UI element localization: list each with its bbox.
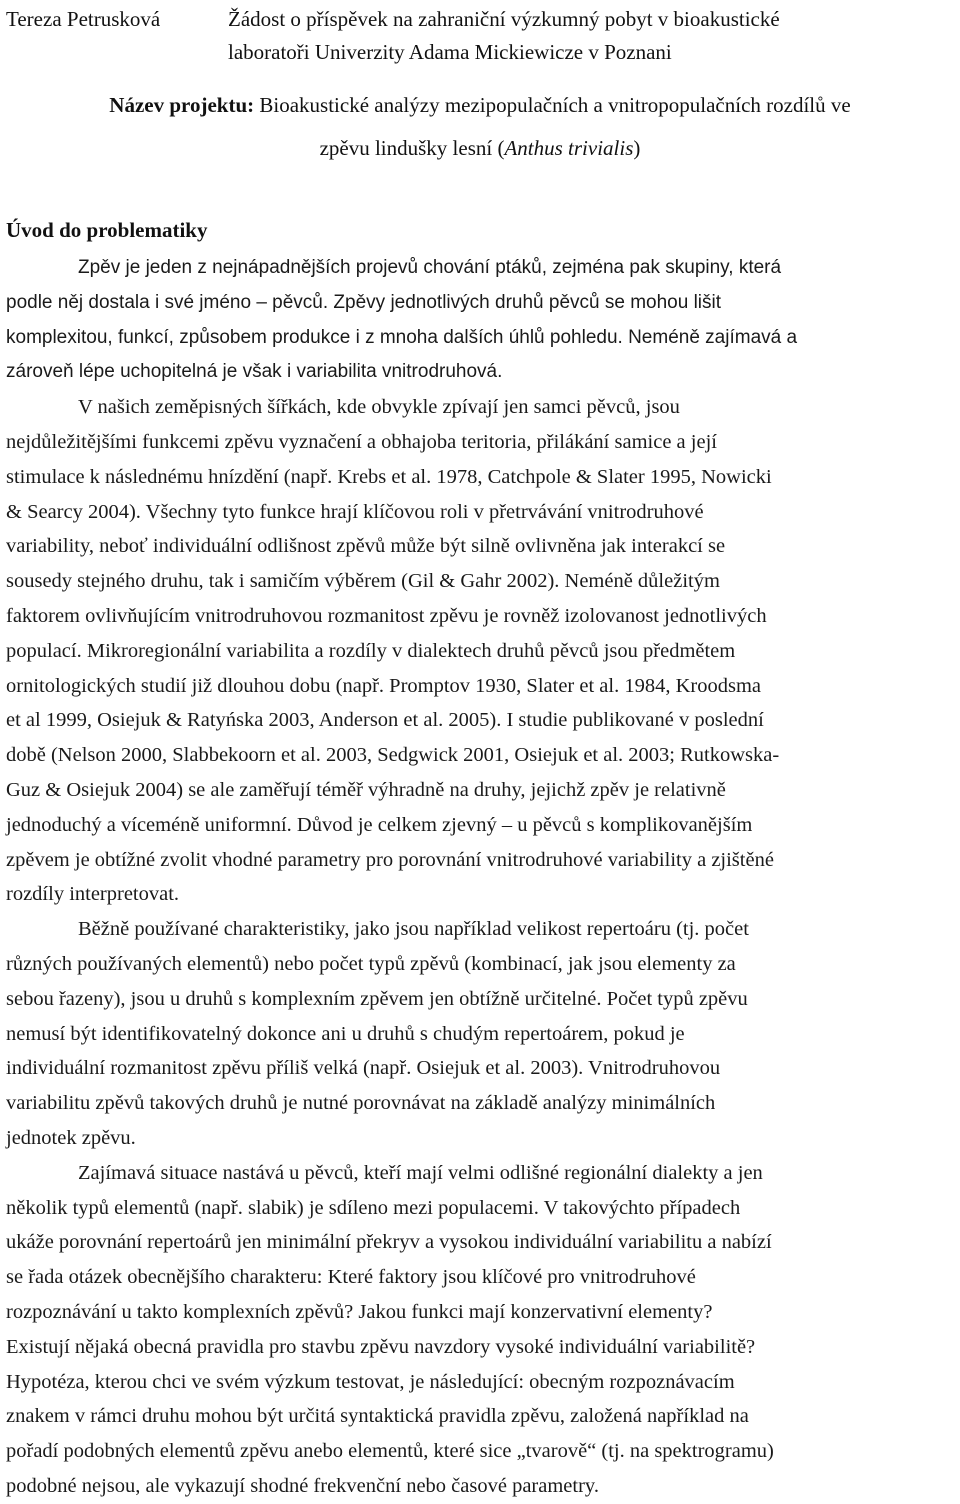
author-name: Tereza Petrusková (6, 7, 161, 31)
subject-line-1: Žádost o příspěvek na zahraniční výzkumný pobyt v bioakustické (228, 7, 780, 31)
text-line: Existují nějaká obecná pravidla pro stavbu zpěvu navzdory vysoké individuální variabilitě? (6, 1335, 756, 1358)
text-line: jednotek zpěvu. (6, 1126, 136, 1149)
text-line: nemusí být identifikovatelný dokonce ani u druhů s chudým repertoárem, pokud je (6, 1022, 685, 1045)
project-title-text-2b: ) (633, 136, 641, 160)
text-line: Zajímavá situace nastává u pěvců, kteří mají velmi odlišné regionální dialekty a jen (78, 1161, 763, 1184)
project-label: Název projektu: (109, 93, 255, 117)
subject-heading (228, 3, 948, 69)
body-text (6, 251, 954, 1504)
text-line: komplexitou, funkcí, způsobem produkce i z mnoha dalších úhlů pohledu. Neméně zajímavá a (6, 326, 798, 348)
project-title-text-2a: zpěvu lindušky lesní ( (319, 136, 505, 160)
text-line: pořadí podobných elementů zpěvu anebo elementů, které sice „tvarově“ (tj. na spektrogramu) (6, 1440, 774, 1463)
text-line: ornitologických studií již dlouhou dobu (např. Promptov 1930, Slater et al. 1984, Kroodsma (6, 674, 761, 697)
text-line: stimulace k následnému hnízdění (např. Krebs et al. 1978, Catchpole & Slater 1995, Nowicki (6, 465, 772, 488)
text-line: variability, neboť individuální odlišnost zpěvů může být silně ovlivněna jak interakcí se (6, 535, 726, 558)
text-line: ukáže porovnání repertoárů jen minimální překryv a vysokou individuální variabilitu a nabízí (6, 1231, 772, 1254)
text-line: Zpěv je jeden z nejnápadnějších projevů chování ptáků, zejména pak skupiny, která (78, 257, 782, 278)
text-line: různých používaných elementů) nebo počet typů zpěvů (kombinací, jak jsou elementy za (6, 952, 736, 975)
text-line: době (Nelson 2000, Slabbekoorn et al. 2003, Sedgwick 2001, Osiejuk et al. 2003; Rutkowska- (6, 744, 780, 767)
text-line: rozpoznávání u takto komplexních zpěvů? Jakou funkci mají konzervativní elementy? (6, 1300, 713, 1323)
project-title-block (0, 84, 960, 170)
text-line: podle něj dostala i své jméno – pěvců. Zpěvy jednotlivých druhů pěvců se mohou lišit (6, 291, 722, 313)
text-line: individuální rozmanitost zpěvu příliš velká (např. Osiejuk et al. 2003). Vnitrodruhovou (6, 1057, 721, 1080)
text-line: znakem v rámci druhu mohou být určitá syntaktická pravidla zpěvu, založená například na (6, 1405, 749, 1428)
text-line: podobné nejsou, ale vykazují shodné frekvenční nebo časové parametry. (6, 1474, 599, 1497)
text-line: se řada otázek obecnějšího charakteru: Které faktory jsou klíčové pro vnitrodruhové (6, 1266, 696, 1289)
text-line: několik typů elementů (např. slabik) je sdíleno mezi populacemi. V takovýchto případech (6, 1196, 741, 1219)
text-line: et al 1999, Osiejuk & Ratyńska 2003, Anderson et al. 2005). I studie publikované v poslední (6, 709, 764, 732)
text-line: nejdůležitějšími funkcemi zpěvu vyznačení a obhajoba teritoria, přilákání samice a její (6, 430, 717, 453)
project-title-text-1: Bioakustické analýzy mezipopulačních a vnitropopulačních rozdílů ve (259, 93, 851, 117)
text-line: zároveň lépe uchopitelná je však i variabilita vnitrodruhová. (6, 361, 503, 383)
text-line: Guz & Osiejuk 2004) se ale zaměřují téměř výhradně na druhy, jejichž zpěv je relativně (6, 778, 726, 801)
text-line: faktorem ovlivňujícím vnitrodruhovou rozmanitost zpěvu je rovněž izolovanost jednotlivých (6, 604, 767, 627)
species-latin-name: Anthus trivialis (504, 136, 634, 160)
text-line: rozdíly interpretovat. (6, 883, 180, 906)
text-line: & Searcy 2004). Všechny tyto funkce hrají klíčovou roli v přetrvávání vnitrodruhové (6, 500, 704, 523)
text-line: sousedy stejného druhu, tak i samičím výběrem (Gil & Gahr 2002). Neméně důležitým (6, 570, 720, 593)
subject-line-2: laboratoři Univerzity Adama Mickiewicze v Poznani (228, 40, 672, 64)
text-line: sebou řazeny), jsou u druhů s komplexním zpěvem jen obtížně určitelné. Počet typů zpěvu (6, 987, 748, 1010)
text-line: V našich zeměpisných šířkách, kde obvykle zpívají jen samci pěvců, jsou (78, 396, 680, 419)
text-line: zpěvem je obtížné zvolit vhodné parametry pro porovnání vnitrodruhové variability a zjištěné (6, 848, 774, 871)
project-title-line-1 (0, 84, 960, 127)
text-line: jednoduchý a víceméně uniformní. Důvod je celkem zjevný – u pěvců s komplikovanějším (6, 813, 753, 836)
text-line: Běžně používané charakteristiky, jako jsou například velikost repertoáru (tj. počet (78, 918, 749, 941)
text-line: populací. Mikroregionální variabilita a rozdíly v dialektech druhů pěvců jsou předmětem (6, 639, 736, 662)
text-line: Hypotéza, kterou chci ve svém výzkum testovat, je následující: obecným rozpoznávacím (6, 1370, 735, 1393)
project-title-line-2 (0, 127, 960, 170)
section-heading: Úvod do problematiky (6, 218, 208, 242)
text-line: variabilitu zpěvů takových druhů je nutné porovnávat na základě analýzy minimálních (6, 1092, 716, 1115)
